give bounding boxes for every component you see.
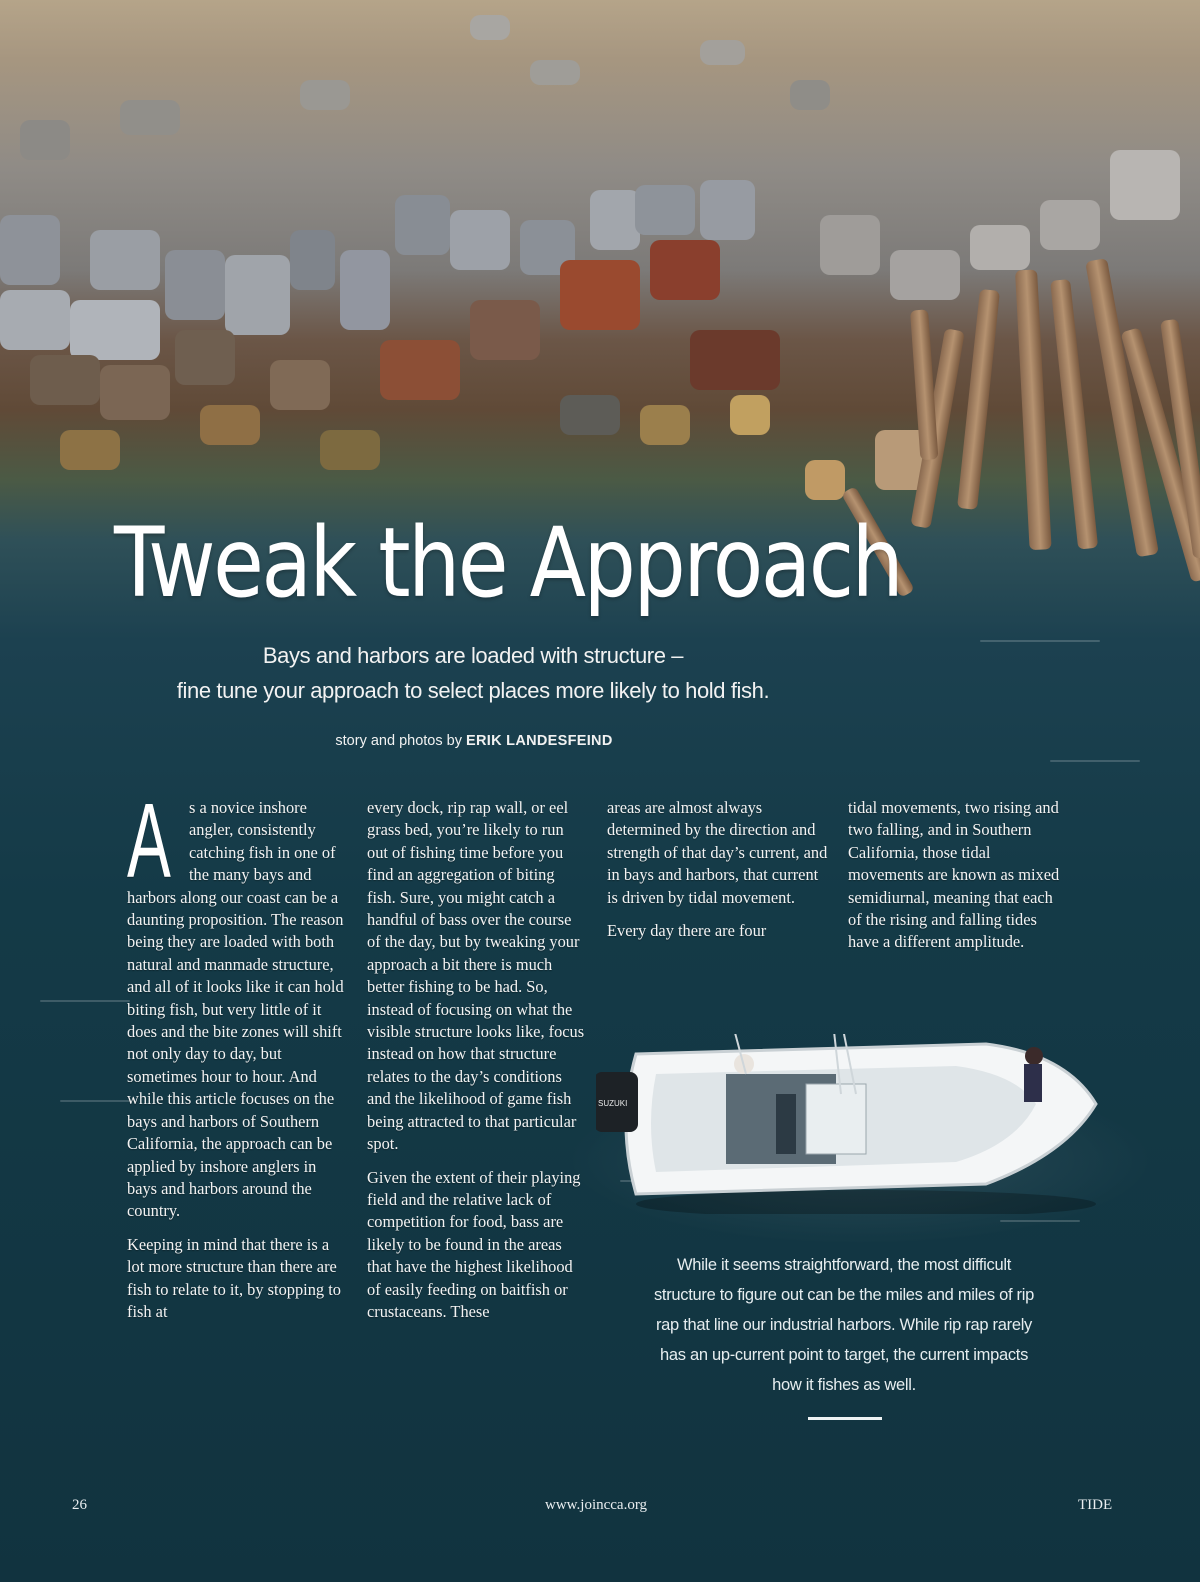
author-name: ERIK LANDESFEIND xyxy=(466,733,613,749)
body-column-1 xyxy=(127,782,345,1334)
body-paragraph: Keeping in mind that there is a lot more structure than there are fish to relate to it, by stopping to fish at xyxy=(127,1234,341,1321)
body-paragraph xyxy=(127,782,345,1223)
deck-line-2: fine tune your approach to select places more likely to hold fish. xyxy=(176,678,770,703)
body-paragraph: tidal movements, two rising and two falling, and in Southern California, those tidal movements are known as mixed semidiurnal, meaning that each of the rising and falling tides have a different amplitude. xyxy=(848,798,1060,952)
deck-line-1: Bays and harbors are loaded with structure – xyxy=(262,643,684,668)
boat-photo xyxy=(596,1034,1116,1214)
body-column-4 xyxy=(848,797,1070,965)
article-title: Tweak the Approach xyxy=(114,507,902,619)
byline xyxy=(200,733,748,749)
footer-url[interactable]: www.joincca.org xyxy=(545,1497,648,1513)
body-column-2 xyxy=(367,797,587,1334)
caption-divider xyxy=(808,1417,882,1420)
paragraph-text: s a novice inshore angler, consistently catching fish in one of the many bays and harbors along our coast can be a daunting proposition. The reason being they are loaded with both natural and manmade structure, and all of it looks like it can hold biting fish, but very little of it does and the bite zones will shift not only day to day, but sometimes hour to hour. And while this article focuses on the bays and harbors of Southern California, the approach can be applied by inshore anglers in bays and harbors around the country. xyxy=(127,798,344,1221)
boat-brand-label: SUZUKI xyxy=(598,1099,628,1108)
page-number: 26 xyxy=(72,1497,87,1513)
body-paragraph: areas are almost always determined by the direction and strength of that day’s current, and in bays and harbors, that current is driven by tidal movement. xyxy=(607,798,828,907)
photo-caption: While it seems straightforward, the most difficult structure to figure out can be the miles and miles of rip rap that line our industrial harbors. While rip rap rarely has an up-current point to target, the current impacts how it fishes as well. xyxy=(653,1256,1034,1394)
article-deck xyxy=(120,638,826,708)
magazine-name: TIDE xyxy=(1078,1497,1113,1513)
body-paragraph: Given the extent of their playing field and the relative lack of competition for food, bass are likely to be found in the areas that have the highest likelihood of easily feeding on baitfish or crustaceans. These xyxy=(367,1167,581,1321)
body-column-3 xyxy=(607,797,829,953)
drop-cap: A xyxy=(127,782,171,900)
byline-prefix: story and photos by xyxy=(335,733,462,749)
body-paragraph: every dock, rip rap wall, or eel grass bed, you’re likely to run out of fishing time before you find an aggregation of biting fish. Sure, you might catch a handful of bass over the course of the day, but by tweaking your approach a bit there is much better fishing to be had. So, instead of focusing on what the visible structure looks like, focus instead on how that structure relates to the day’s conditions and the likelihood of game fish being attracted to that particular spot. xyxy=(367,798,585,1154)
body-paragraph: Every day there are four xyxy=(607,921,767,941)
